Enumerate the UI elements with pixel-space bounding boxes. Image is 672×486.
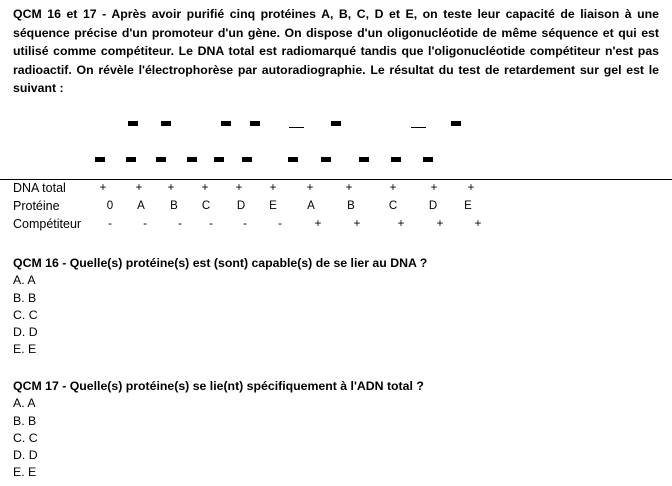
- qcm16-option-e[interactable]: E. E: [13, 342, 37, 357]
- gel-band-lower: [214, 157, 224, 162]
- competiteur-cell: -: [209, 218, 213, 230]
- qcm16-block: [13, 255, 427, 359]
- row-label-competiteur: Compétiteur: [13, 217, 82, 231]
- qcm17-option-b[interactable]: B. B: [13, 413, 37, 428]
- proteine-cell: A: [137, 200, 145, 212]
- qcm17-block: [13, 378, 424, 482]
- qcm16-question: QCM 16 - Quelle(s) protéine(s) est (sont) capable(s) de se lier au DNA ?: [13, 256, 428, 270]
- dna-total-cell: +: [306, 182, 314, 194]
- gel-band-upper: [250, 121, 260, 126]
- gel-band-lower: [156, 157, 166, 162]
- competiteur-cell: +: [353, 218, 361, 230]
- divider-line: [0, 179, 672, 180]
- competiteur-cell: +: [314, 218, 322, 230]
- competiteur-cell: -: [108, 218, 112, 230]
- competiteur-cell: +: [474, 218, 482, 230]
- gel-band-lower: [126, 157, 136, 162]
- qcm16-option-d[interactable]: D. D: [13, 325, 38, 340]
- proteine-cell: B: [347, 200, 355, 212]
- gel-band-upper: [221, 121, 231, 126]
- gel-band-lower: [359, 157, 369, 162]
- qcm17-option-c[interactable]: C. C: [13, 430, 38, 445]
- competiteur-cell: -: [243, 218, 247, 230]
- dna-total-cell: +: [99, 182, 107, 194]
- gel-band-lower: [95, 157, 105, 162]
- proteine-cell: B: [170, 200, 178, 212]
- qcm17-option-e[interactable]: E. E: [13, 465, 37, 480]
- proteine-cell: C: [388, 200, 398, 212]
- qcm17-option-d[interactable]: D. D: [13, 448, 38, 463]
- proteine-cell: E: [269, 200, 277, 212]
- intro-paragraph: QCM 16 et 17 - Après avoir purifié cinq protéines A, B, C, D et E, on teste leur capacité de liaison à une séquence précise d'un promoteur d'un gène. On dispose d'un oligonucléotide de même séquence et qui est utilisé comme compétiteur. Le DNA total est radiomarqué tandis que l'oligonucléotide compétiteur n'est pas radioactif. On révèle l'électrophorèse par autoradiographie. Le résultat du test de retardement sur gel est le suivant :: [13, 7, 659, 95]
- gel-band-lower: [391, 157, 401, 162]
- competiteur-cell: -: [143, 218, 147, 230]
- qcm17-question: QCM 17 - Quelle(s) protéine(s) se lie(nt) spécifiquement à l'ADN total ?: [13, 379, 424, 393]
- proteine-cell: E: [464, 200, 472, 212]
- gel-band-upper: [451, 121, 461, 126]
- dna-total-cell: +: [467, 182, 475, 194]
- gel-band-lower: [321, 157, 331, 162]
- qcm16-option-b[interactable]: B. B: [13, 290, 37, 305]
- dna-total-cell: +: [430, 182, 438, 194]
- gel-band-upper: [128, 121, 138, 126]
- gel-band-lower: [288, 157, 298, 162]
- gel-band-faint: [411, 127, 426, 128]
- gel-autoradiograph: [0, 0, 672, 180]
- qcm17-option-a[interactable]: A. A: [13, 396, 36, 411]
- proteine-cell: D: [428, 200, 438, 212]
- qcm16-option-a[interactable]: A. A: [13, 273, 36, 288]
- dna-total-cell: +: [135, 182, 143, 194]
- dna-total-cell: +: [345, 182, 353, 194]
- competiteur-cell: -: [278, 218, 282, 230]
- dna-total-cell: +: [201, 182, 209, 194]
- row-label-dna-total: DNA total: [13, 181, 66, 195]
- row-label-proteine: Protéine: [13, 199, 60, 213]
- gel-band-faint: [289, 127, 304, 128]
- competiteur-cell: -: [178, 218, 182, 230]
- gel-band-upper: [331, 121, 341, 126]
- dna-total-cell: +: [235, 182, 243, 194]
- dna-total-cell: +: [269, 182, 277, 194]
- gel-band-lower: [242, 157, 252, 162]
- proteine-cell: C: [201, 200, 211, 212]
- dna-total-cell: +: [389, 182, 397, 194]
- competiteur-cell: +: [436, 218, 444, 230]
- gel-band-upper: [161, 121, 171, 126]
- qcm16-option-c[interactable]: C. C: [13, 307, 38, 322]
- gel-band-lower: [187, 157, 197, 162]
- proteine-cell: D: [236, 200, 246, 212]
- dna-total-cell: +: [167, 182, 175, 194]
- gel-band-lower: [423, 157, 433, 162]
- proteine-cell: 0: [106, 200, 114, 212]
- competiteur-cell: +: [397, 218, 405, 230]
- proteine-cell: A: [307, 200, 315, 212]
